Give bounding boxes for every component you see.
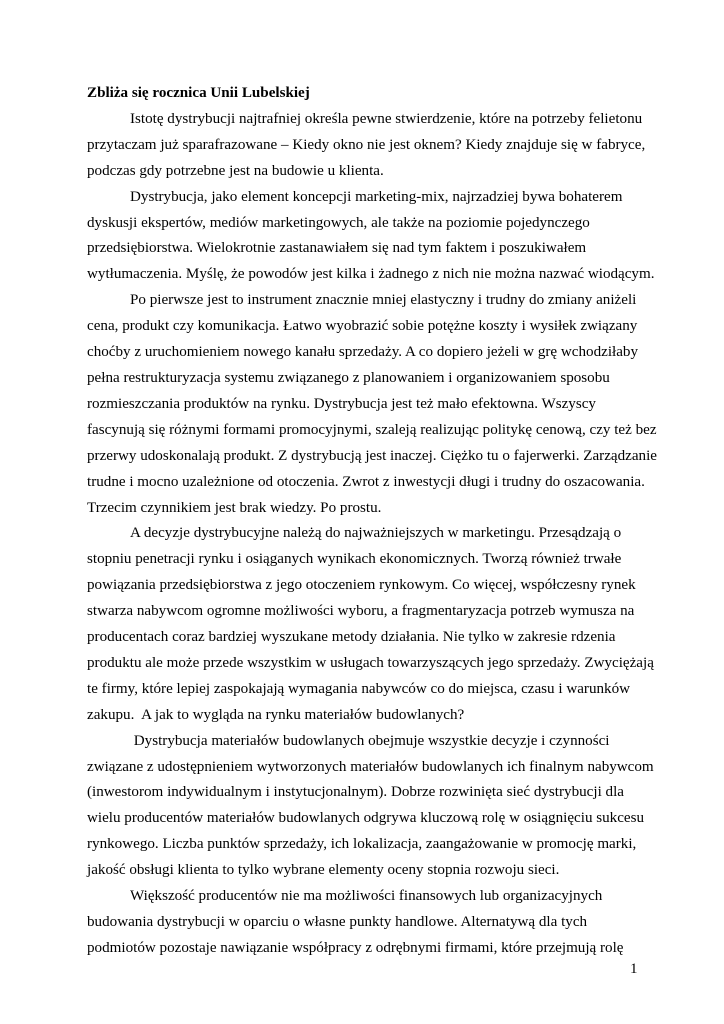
article-title: Zbliża się rocznica Unii Lubelskiej xyxy=(87,85,310,101)
text-line: A decyzje dystrybucyjne należą do najważniejszych w marketingu. Przesądzają o xyxy=(130,525,622,542)
text-line: Dystrybucja materiałów budowlanych obejmuje wszystkie decyzje i czynności xyxy=(130,732,610,749)
document-body xyxy=(87,81,657,962)
text-line: przytaczam już sparafrazowane – Kiedy okno nie jest oknem? Kiedy znajduje się w fabryce, xyxy=(87,136,646,153)
text-line: przerwy udoskonalają produkt. Z dystrybucją jest inaczej. Ciężko tu o fajerwerki. Zarządzanie xyxy=(87,447,657,464)
paragraph-3 xyxy=(87,288,657,521)
paragraph-1 xyxy=(87,107,646,185)
text-line: stopniu penetracji rynku i osiąganych wynikach ekonomicznych. Tworzą również trwałe xyxy=(87,551,622,568)
text-line: produktu ale może przede wszystkim w usługach towarzyszących jego sprzedaży. Zwyciężają xyxy=(87,654,654,671)
text-line: (inwestorom indywidualnym i instytucjonalnym). Dobrze rozwinięta sieć dystrybucji dla xyxy=(87,784,624,801)
text-line: wytłumaczenia. Myślę, że powodów jest kilka i żadnego z nich nie można nazwać wiodącym. xyxy=(87,266,655,283)
text-line: Po pierwsze jest to instrument znacznie mniej elastyczny i trudny do zmiany aniżeli xyxy=(130,292,637,309)
text-line: rynkowego. Liczba punktów sprzedaży, ich lokalizacja, zaangażowanie w promocję marki, xyxy=(87,836,637,853)
text-line: dyskusji ekspertów, mediów marketingowych, ale także na poziomie pojedynczego xyxy=(87,214,590,231)
text-line: pełna restrukturyzacja systemu związanego z planowaniem i organizowaniem sposobu xyxy=(87,369,610,386)
text-line: Większość producentów nie ma możliwości finansowych lub organizacyjnych xyxy=(130,888,603,905)
text-line: związane z udostępnieniem wytworzonych materiałów budowlanych ich finalnym nabywcom xyxy=(87,758,654,775)
text-line: choćby z uruchomieniem nowego kanału sprzedaży. A co dopiero jeżeli w grę wchodziłaby xyxy=(87,344,639,361)
text-line: stwarza nabywcom ogromne możliwości wyboru, a fragmentaryzacja potrzeb wymusza na xyxy=(87,603,635,620)
page-number: 1 xyxy=(630,961,638,977)
text-line: producentach coraz bardziej wyszukane metody działania. Nie tylko w zakresie rdzenia xyxy=(87,629,616,646)
text-line: trudne i mocno uzależnione od otoczenia. Zwrot z inwestycji długi i trudny do oszacowania. xyxy=(87,473,645,490)
text-line: Dystrybucja, jako element koncepcji marketing-mix, najrzadziej bywa bohaterem xyxy=(130,188,623,205)
text-line: powiązania przedsiębiorstwa z jego otoczeniem rynkowym. Co więcej, współczesny rynek xyxy=(87,577,636,594)
text-line: te firmy, które lepiej zaspokajają wymagania nabywców co do miejsca, czasu i warunków xyxy=(87,680,631,697)
text-line: rozmieszczania produktów na rynku. Dystrybucja jest też mało efektowna. Wszyscy xyxy=(87,395,596,412)
text-line: zakupu. A jak to wygląda na rynku materiałów budowlanych? xyxy=(87,706,465,723)
text-line: cena, produkt czy komunikacja. Łatwo wyobrazić sobie potężne koszty i wysiłek związany xyxy=(87,318,638,335)
text-line: budowania dystrybucji w oparciu o własne punkty handlowe. Alternatywą dla tych xyxy=(87,914,588,930)
text-line: Istotę dystrybucji najtrafniej określa pewne stwierdzenie, które na potrzeby felietonu xyxy=(130,110,643,127)
paragraph-4 xyxy=(87,521,654,728)
text-line: fascynują się różnymi formami promocyjnymi, szaleją realizując politykę cenową, czy też bez xyxy=(87,421,657,438)
text-line: jakość obsługi klienta to tylko wybrane elementy oceny stopnia rozwoju sieci. xyxy=(87,862,560,879)
paragraph-6 xyxy=(87,884,637,962)
text-line: przedsiębiorstwa. Wielokrotnie zastanawiałem się nad tym faktem i poszukiwałem xyxy=(87,240,587,257)
text-line: podczas gdy potrzebne jest na budowie u klienta. xyxy=(87,162,384,179)
text-line: podmiotów pozostaje nawiązanie współpracy z odrębnymi firmami, które przejmują rolę xyxy=(87,939,624,956)
text-line: Trzecim czynnikiem jest brak wiedzy. Po prostu. xyxy=(87,499,382,516)
paragraph-2 xyxy=(87,185,655,289)
paragraph-5 xyxy=(87,729,654,884)
text-line: wielu producentów materiałów budowlanych odgrywa kluczową rolę w osiągnięciu sukcesu xyxy=(87,810,645,827)
